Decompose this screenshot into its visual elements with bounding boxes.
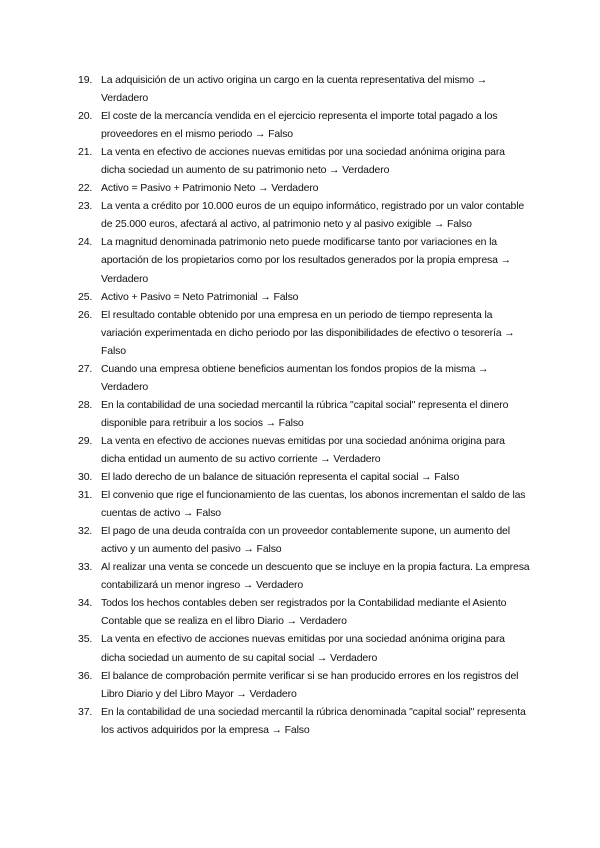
item-number: 35. (78, 633, 93, 646)
item-text: En la contabilidad de una sociedad mercantil la rúbrica denominada "capital social" representa los activos adquiridos por la empresa → Falso (101, 705, 526, 736)
item-number: 20. (78, 110, 93, 123)
list-item (78, 306, 530, 360)
list-item (78, 143, 530, 179)
list-item (78, 360, 530, 396)
list-item (78, 197, 530, 233)
item-text: El resultado contable obtenido por una empresa en un periodo de tiempo representa la variación experimentada en dicho periodo por las disponibilidades de efectivo o tesorería → Falso (101, 308, 515, 357)
list-item (78, 107, 530, 143)
list-item (78, 396, 530, 432)
item-number: 28. (78, 398, 93, 411)
item-text: Activo + Pasivo = Neto Patrimonial → Falso (101, 290, 299, 303)
item-number: 24. (78, 236, 93, 249)
item-number: 36. (78, 669, 93, 682)
list-item (78, 703, 530, 739)
item-number: 23. (78, 200, 93, 213)
list-item (78, 486, 530, 522)
item-text: El balance de comprobación permite verificar si se han producido errores en los registros del Libro Diario y del Libro Mayor → Verdadero (101, 669, 519, 700)
item-text: El pago de una deuda contraída con un proveedor contablemente supone, un aumento del activo y un aumento del pasivo → Falso (101, 525, 510, 556)
item-number: 22. (78, 182, 93, 195)
item-number: 26. (78, 308, 93, 321)
list-item (78, 558, 530, 594)
item-number: 37. (78, 705, 93, 718)
item-number: 33. (78, 561, 93, 574)
item-number: 30. (78, 471, 93, 484)
item-text: En la contabilidad de una sociedad mercantil la rúbrica "capital social" representa el dinero disponible para retribuir a los socios → Falso (101, 398, 509, 429)
item-text: La adquisición de un activo origina un cargo en la cuenta representativa del mismo → Verdadero (101, 74, 488, 105)
list-item (78, 432, 530, 468)
item-text: Activo = Pasivo + Patrimonio Neto → Verdadero (101, 182, 319, 195)
item-text: La venta a crédito por 10.000 euros de un equipo informático, registrado por un valor contable de 25.000 euros, afectará al activo, al patrimonio neto y al pasivo exigible → Falso (101, 200, 525, 231)
list-item (78, 233, 530, 287)
list-item (78, 522, 530, 558)
question-list (78, 71, 530, 739)
item-number: 21. (78, 146, 93, 159)
item-number: 27. (78, 362, 93, 375)
item-text: El coste de la mercancía vendida en el ejercicio representa el importe total pagado a los proveedores en el mismo periodo → Falso (101, 110, 498, 141)
item-number: 34. (78, 597, 93, 610)
item-text: La venta en efectivo de acciones nuevas emitidas por una sociedad anónima origina para dicha sociedad un aumento de su patrimonio neto → Verdadero (101, 146, 505, 177)
item-number: 31. (78, 489, 93, 502)
list-item (78, 594, 530, 630)
list-item (78, 468, 530, 486)
item-number: 19. (78, 74, 93, 86)
item-text: Todos los hechos contables deben ser registrados por la Contabilidad mediante el Asiento Contable que se realiza en el libro Diario → Verdadero (101, 597, 507, 628)
list-item (78, 288, 530, 306)
item-text: La magnitud denominada patrimonio neto puede modificarse tanto por variaciones en la aportación de los propietarios como por los resultados generados por la propia empresa → Verdadero (101, 236, 511, 285)
item-text: La venta en efectivo de acciones nuevas emitidas por una sociedad anónima origina para dicha sociedad un aumento de su capital social → Verdadero (101, 633, 505, 664)
item-number: 25. (78, 290, 93, 303)
item-text: El convenio que rige el funcionamiento de las cuentas, los abonos incrementan el saldo de las cuentas de activo → Falso (101, 489, 526, 520)
item-text: Cuando una empresa obtiene beneficios aumentan los fondos propios de la misma → Verdadero (101, 362, 489, 393)
item-text: La venta en efectivo de acciones nuevas emitidas por una sociedad anónima origina para dicha entidad un aumento de su activo corriente → Verdadero (101, 434, 505, 465)
list-item (78, 630, 530, 666)
item-text: Al realizar una venta se concede un descuento que se incluye en la propia factura. La empresa contabilizará un menor ingreso → Verdadero (101, 561, 530, 592)
item-number: 32. (78, 525, 93, 538)
item-number: 29. (78, 434, 93, 447)
list-item (78, 667, 530, 703)
list-item (78, 71, 530, 107)
item-text: El lado derecho de un balance de situación representa el capital social → Falso (101, 471, 460, 484)
list-item (78, 179, 530, 197)
